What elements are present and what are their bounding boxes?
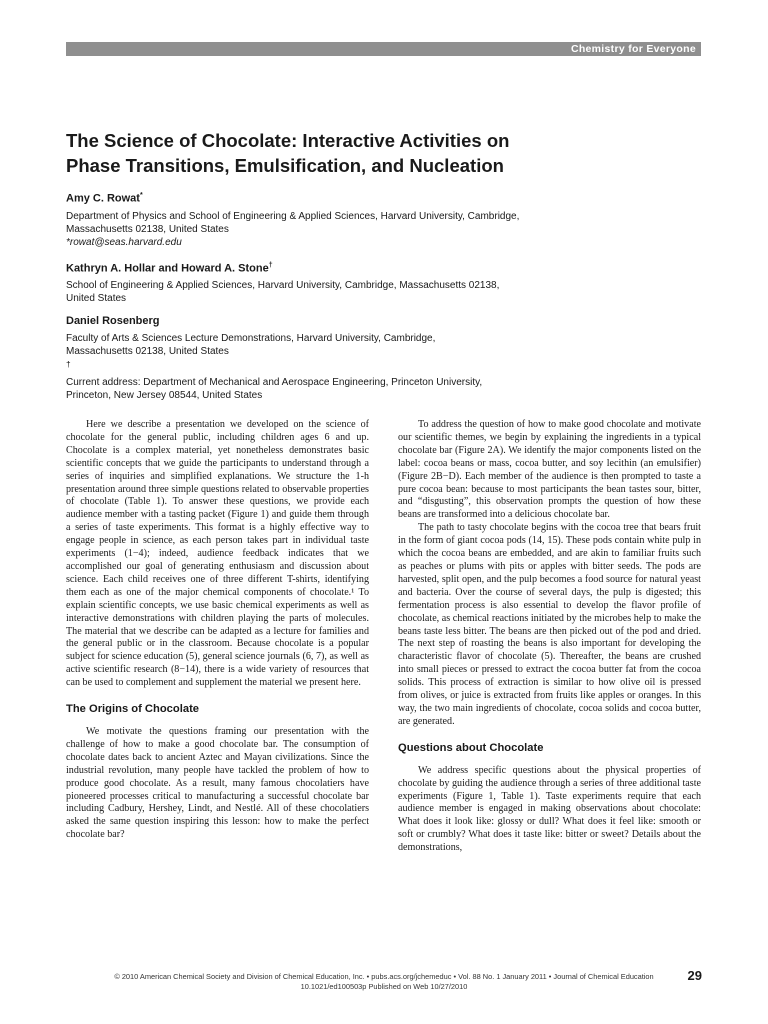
- affiliation-line: Department of Physics and School of Engineering & Applied Sciences, Harvard University, Cambridge,: [66, 210, 520, 222]
- author-affiliation: [66, 210, 666, 249]
- author-block: [66, 258, 666, 306]
- cocoa-path-paragraph: The path to tasty chocolate begins with the cocoa tree that bears fruit in the form of giant cocoa pods (14, 15). These pods contain white pulp in which the cocoa beans are embedded, and are akin to familiar fruits such as peaches or plums with pits or apples with bitter seeds. The pods are harvested, split open, and the pulp becomes a food source for natural yeast and bacteria. Over the course of several days, the pulp is digested; this fermentation process is also essential to develop the flavor profile of chocolate, as chemical reactions initiated by the microbes help to make the beans taste less bitter. The beans are then picked out of the pod and dried. The next step of roasting the beans is also important for developing the characteristic flavor of chocolate (5). Thereafter, the beans are crushed into small pieces or pressed to extract the cocoa butter fat from the cocoa solids. This process of extraction is similar to how olive oil is pressed from olives, or juice is extracted from fruits like apples or oranges. In this way, the two main ingredients of chocolate, cocoa solids and cocoa butter, are generated.: [398, 522, 701, 727]
- section-heading-questions: Questions about Chocolate: [398, 741, 544, 754]
- author-mark: *: [139, 192, 143, 199]
- author-block: [66, 314, 666, 401]
- origins-paragraph: We motivate the questions framing our presentation with the challenge of how to make a good chocolate bar. The consumption of chocolate dates back to ancient Aztec and Mayan civilizations. Since the industrial revolution, many people have tackled the problem of how to produce good chocolate. As a result, many famous chocolatiers have pioneered processes critical to manufacturing a successful chocolate bar including Cadbury, Hershey, Lindt, and Nestlé. All of these chocolatiers asked the same question inspiring this lesson: how to make the perfect chocolate bar?: [66, 726, 369, 841]
- author-name: Kathryn A. Hollar and Howard A. Stone†: [66, 261, 273, 275]
- section-label: Chemistry for Everyone: [570, 43, 696, 55]
- affiliation-line: Princeton, New Jersey 08544, United States: [66, 389, 263, 401]
- ingredients-paragraph: To address the question of how to make good chocolate and motivate our scientific themes, we begin by explaining the ingredients in a typical chocolate bar (Figure 2A). We identify the major components listed on the label: cocoa beans or mass, cocoa butter, and soy lecithin (an emulsifier) (Figure 2B−D). Each member of the audience is then prompted to taste a pure cocoa bean: because to most participants the bean tastes sour, bitter, and “disgusting”, this observation prompts the question of how these beans are transformed into a delicious chocolate bar.: [398, 419, 701, 521]
- page-number: 29: [687, 968, 702, 983]
- current-address-note: † Current address: Department of Mechanical and Aerospace Engineering, Princeton University,: [66, 359, 483, 388]
- author-block: [66, 188, 666, 249]
- intro-paragraph: Here we describe a presentation we developed on the science of chocolate for the general public, including children ages 6 and up. Chocolate is a complex material, yet nonetheless demonstrates basic scientific concepts that we guide the participants to understand through a series of inquiries and simplified explanations. We structure the 1-h presentation around three simple questions related to observable properties of chocolate (Table 1). To answer these questions, we provide each audience member with a tasting packet (Figure 1) and guide them through a series of taste experiments. This format is a highly effective way to engage people in science, as each person takes part in individual taste experiments (1−4); indeed, audience feedback indicates that we accomplished our goal of generating enthusiasm and discussion about science. Each child receives one of three different T-shirts, identifying them each as one of the major chemical components of chocolate.¹ To explain scientific concepts, we use basic chemical experiments as well as interactive demonstrations with children playing the parts of molecules. The material that we describe can be adapted as a lecture for families and the general public or in the classroom. Because chocolate is a popular subject for science education (5), general science journals (6, 7), as well as active scientific research (8−14), there is a wide variety of resources that can be used to complement and supplement the material we present here.: [66, 419, 369, 689]
- body-column-left: [66, 419, 369, 842]
- author-name: Daniel Rosenberg: [66, 315, 160, 328]
- author-name: Amy C. Rowat*: [66, 192, 143, 205]
- affiliation-line: School of Engineering & Applied Sciences, Harvard University, Cambridge, Massachusetts 02138,: [66, 280, 500, 292]
- affiliation-line: Massachusetts 02138, United States: [66, 223, 229, 235]
- author-email[interactable]: *rowat@seas.harvard.edu: [66, 236, 182, 248]
- author-affiliation: [66, 332, 666, 401]
- section-heading-origins: The Origins of Chocolate: [66, 703, 200, 716]
- title-line: The Science of Chocolate: Interactive Activities on: [66, 130, 510, 151]
- affiliation-line: Faculty of Arts & Sciences Lecture Demonstrations, Harvard University, Cambridge,: [66, 333, 436, 345]
- note-mark: †: [66, 359, 71, 370]
- page-footer: [0, 972, 768, 992]
- footer-copyright: © 2010 American Chemical Society and Division of Chemical Education, Inc. • pubs.acs.org/jchemeduc • Vol. 88 No. 1 January 2011 • Journal of Chemical Education: [114, 972, 654, 981]
- title-line: Phase Transitions, Emulsification, and Nucleation: [66, 155, 504, 176]
- author-affiliation: [66, 279, 666, 305]
- body-column-right: [398, 419, 701, 855]
- article-title: [66, 128, 626, 178]
- author-mark: †: [268, 261, 273, 269]
- affiliation-line: Massachusetts 02138, United States: [66, 346, 229, 358]
- section-header-bar: [66, 42, 701, 56]
- affiliation-line: United States: [66, 293, 127, 305]
- author-list: [66, 188, 666, 411]
- footer-doi: 10.1021/ed100503p Published on Web 10/27/2010: [300, 982, 468, 991]
- questions-paragraph: We address specific questions about the physical properties of chocolate by guiding the audience through a series of three additional taste experiments (Figure 1, Table 1). Taste experiments require that each audience member is engaged in making observations about chocolate: What does it look like: glossy or dull? What does it feel like: smooth or soft or crumbly? What does it taste like: bitter or sweet? Details about the demonstrations,: [398, 764, 701, 854]
